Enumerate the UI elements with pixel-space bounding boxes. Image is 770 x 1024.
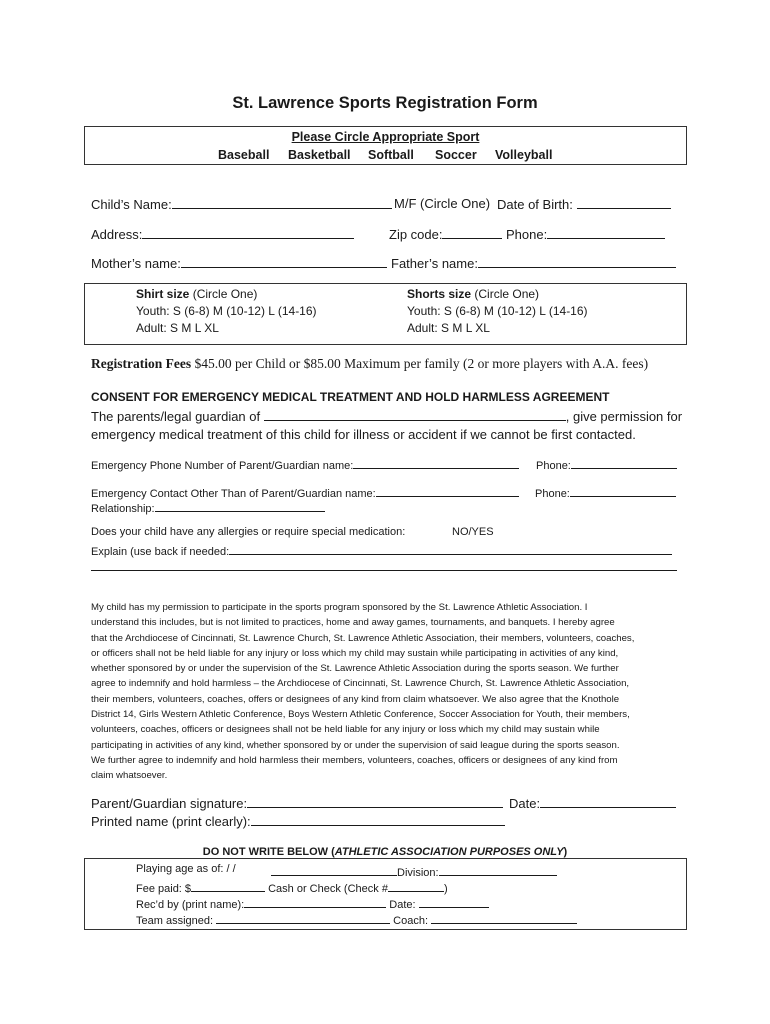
signature-row [91,795,503,811]
dob-label: Date of Birth: [497,197,573,212]
emergency-other-row [91,484,519,500]
team-label: Team assigned: [136,915,214,927]
office-heading-italic: ATHLETIC ASSOCIATION PURPOSES ONLY [334,846,564,858]
permission-line: understand this includes, but is not limited to practices, home and away games, tournaments, and banquets. I hereby agree [91,617,615,629]
recd-date-label: Date: [389,899,416,911]
allergies-label: Does your child have any allergies or require special medication: [91,526,406,538]
father-label: Father’s name: [391,256,478,271]
permission-line: whether sponsored by or under the supervision of the St. Lawrence Athletic Association during the sports season. We further [91,663,619,675]
fee-paid-field[interactable] [191,879,265,892]
office-heading [0,846,770,858]
emergency-other-field[interactable] [376,484,519,497]
sport-option-soccer[interactable]: Soccer [435,148,477,162]
permission-line: participating in activities of any kind, whether sponsored by or under the supervision of said league during the sports season. [91,739,620,751]
permission-line: My child has my permission to participate in the sports program sponsored by the St. Lawrence Athletic Association. I [91,602,588,613]
permission-line: agree to indemnify and hold harmless – the Archdiocese of Cincinnati, St. Lawrence Church, St. Lawrence Athletic Association, [91,678,630,690]
zip-label: Zip code: [389,227,443,242]
zip-row [389,226,502,242]
mother-row [91,255,387,271]
sport-option-basketball[interactable]: Basketball [288,148,351,162]
recd-by-row [136,895,489,911]
phone2-row [535,484,676,500]
playing-age-field[interactable] [271,863,397,876]
fees-row [91,356,648,372]
cash-check-label: Cash or Check (Check # [268,883,388,895]
division-field[interactable] [439,863,557,876]
coach-field[interactable] [431,911,577,924]
signature-label: Parent/Guardian signature: [91,796,248,811]
office-heading-end: ) [563,846,568,858]
phone1-field[interactable] [571,456,677,469]
permission-line: District 14, Girls Western Athletic Conference, Boys Western Athletic Conference, Soccer Association for Youth, their members, [91,709,630,721]
printed-name-field[interactable] [251,813,505,826]
relationship-label: Relationship: [91,503,155,515]
phone1-label: Phone: [536,460,571,472]
playing-age-label: Playing age as of: / / [136,863,236,875]
recd-date-field[interactable] [419,895,489,908]
consent-line-2: emergency medical treatment of this child for illness or accident if we cannot be first contacted. [91,427,636,442]
mother-field[interactable] [181,255,387,268]
address-label: Address: [91,227,143,242]
shirt-adult-options[interactable]: Adult: S M L XL [136,321,219,335]
check-number-field[interactable] [388,879,444,892]
signature-field[interactable] [247,795,503,808]
cash-check-end: ) [443,883,448,895]
consent-heading: CONSENT FOR EMERGENCY MEDICAL TREATMENT AND HOLD HARMLESS AGREEMENT [91,390,610,404]
phone-field[interactable] [547,226,665,239]
permission-label: , give permission for [565,409,683,424]
fees-text: $45.00 per Child or $85.00 Maximum per family (2 or more players with A.A. fees) [194,356,649,371]
sport-header: Please Circle Appropriate Sport [291,130,480,144]
explain-extra-line[interactable] [91,570,677,571]
signature-date-field[interactable] [540,795,676,808]
address-field[interactable] [142,226,354,239]
shirt-size-title: Shirt size [136,287,190,301]
fee-paid-label: Fee paid: $ [136,883,192,895]
printed-name-label: Printed name (print clearly): [91,814,251,829]
child-name-row [91,196,392,212]
father-field[interactable] [478,255,676,268]
fee-paid-row [136,879,448,895]
explain-row [91,542,672,558]
mother-label: Mother’s name: [91,256,181,271]
permission-paragraph [91,600,681,784]
sport-option-volleyball[interactable]: Volleyball [495,148,553,162]
father-row [391,255,676,271]
child-name-label: Child’s Name: [91,197,172,212]
recd-by-field[interactable] [244,895,386,908]
shirt-size-heading [136,287,257,301]
address-row [91,226,354,242]
division-row [271,863,557,879]
printed-name-row [91,813,505,829]
division-label: Division: [397,867,439,879]
gender-label[interactable]: M/F (Circle One) [394,196,491,211]
phone2-label: Phone: [535,488,570,500]
dob-row [497,196,671,212]
shorts-youth-options[interactable]: Youth: S (6-8) M (10-12) L (14-16) [407,304,588,318]
child-name-field[interactable] [172,196,392,209]
shirt-youth-options[interactable]: Youth: S (6-8) M (10-12) L (14-16) [136,304,317,318]
sport-option-baseball[interactable]: Baseball [218,148,270,162]
shirt-circle-note: (Circle One) [192,287,258,301]
emergency-phone-row [91,456,519,472]
explain-field[interactable] [229,542,672,555]
permission-line: or officers shall not be held liable for any injury or loss which my child may sustain while participating in activities of any kind, [91,647,619,659]
playing-age-row [136,863,236,875]
relationship-field[interactable] [155,499,325,512]
guardian-label: The parents/legal guardian of [91,409,261,424]
child-name-consent-field[interactable] [264,408,566,421]
emergency-phone-label: Emergency Phone Number of Parent/Guardian name: [91,460,354,472]
permission-line: that the Archdiocese of Cincinnati, St. Lawrence Church, St. Lawrence Athletic Association, their members, volunteers, coaches, [91,632,635,644]
sport-option-softball[interactable]: Softball [368,148,414,162]
allergies-noyes[interactable]: NO/YES [452,526,494,538]
team-row [136,911,577,927]
permission-line: claim whatsoever. [91,770,168,782]
office-heading-start: DO NOT WRITE BELOW ( [202,846,335,858]
zip-field[interactable] [442,226,502,239]
dob-field[interactable] [577,196,671,209]
recd-by-label: Rec’d by (print name): [136,899,245,911]
permission-line: volunteers, coaches, officers or designees shall not be held liable for any injury or loss which my child may sustain while [91,724,600,736]
shorts-adult-options[interactable]: Adult: S M L XL [407,321,490,335]
phone1-row [536,456,677,472]
relationship-row [91,499,325,515]
explain-label: Explain (use back if needed: [91,546,230,558]
shorts-circle-note: (Circle One) [474,287,540,301]
permission-line: their members, volunteers, coaches, offers or designees of any kind from claim whatsoever. We also agree that the Knothole [91,693,620,705]
permission-line: We further agree to indemnify and hold harmless their members, volunteers, coaches, officers or designees of any kind from [91,754,618,766]
emergency-guardian-field[interactable] [353,456,519,469]
gender-row [394,196,490,211]
team-field[interactable] [216,911,390,924]
signature-date-label: Date: [509,796,541,811]
signature-date-row [509,795,676,811]
page-title: St. Lawrence Sports Registration Form [232,94,538,112]
shorts-size-title: Shorts size [407,287,472,301]
fees-label: Registration Fees [91,356,192,371]
shorts-size-heading [407,287,539,301]
phone-label: Phone: [506,227,548,242]
guardian-row [91,408,682,424]
phone-row [506,226,665,242]
phone2-field[interactable] [570,484,676,497]
coach-label: Coach: [393,915,429,927]
emergency-other-label: Emergency Contact Other Than of Parent/Guardian name: [91,488,376,500]
